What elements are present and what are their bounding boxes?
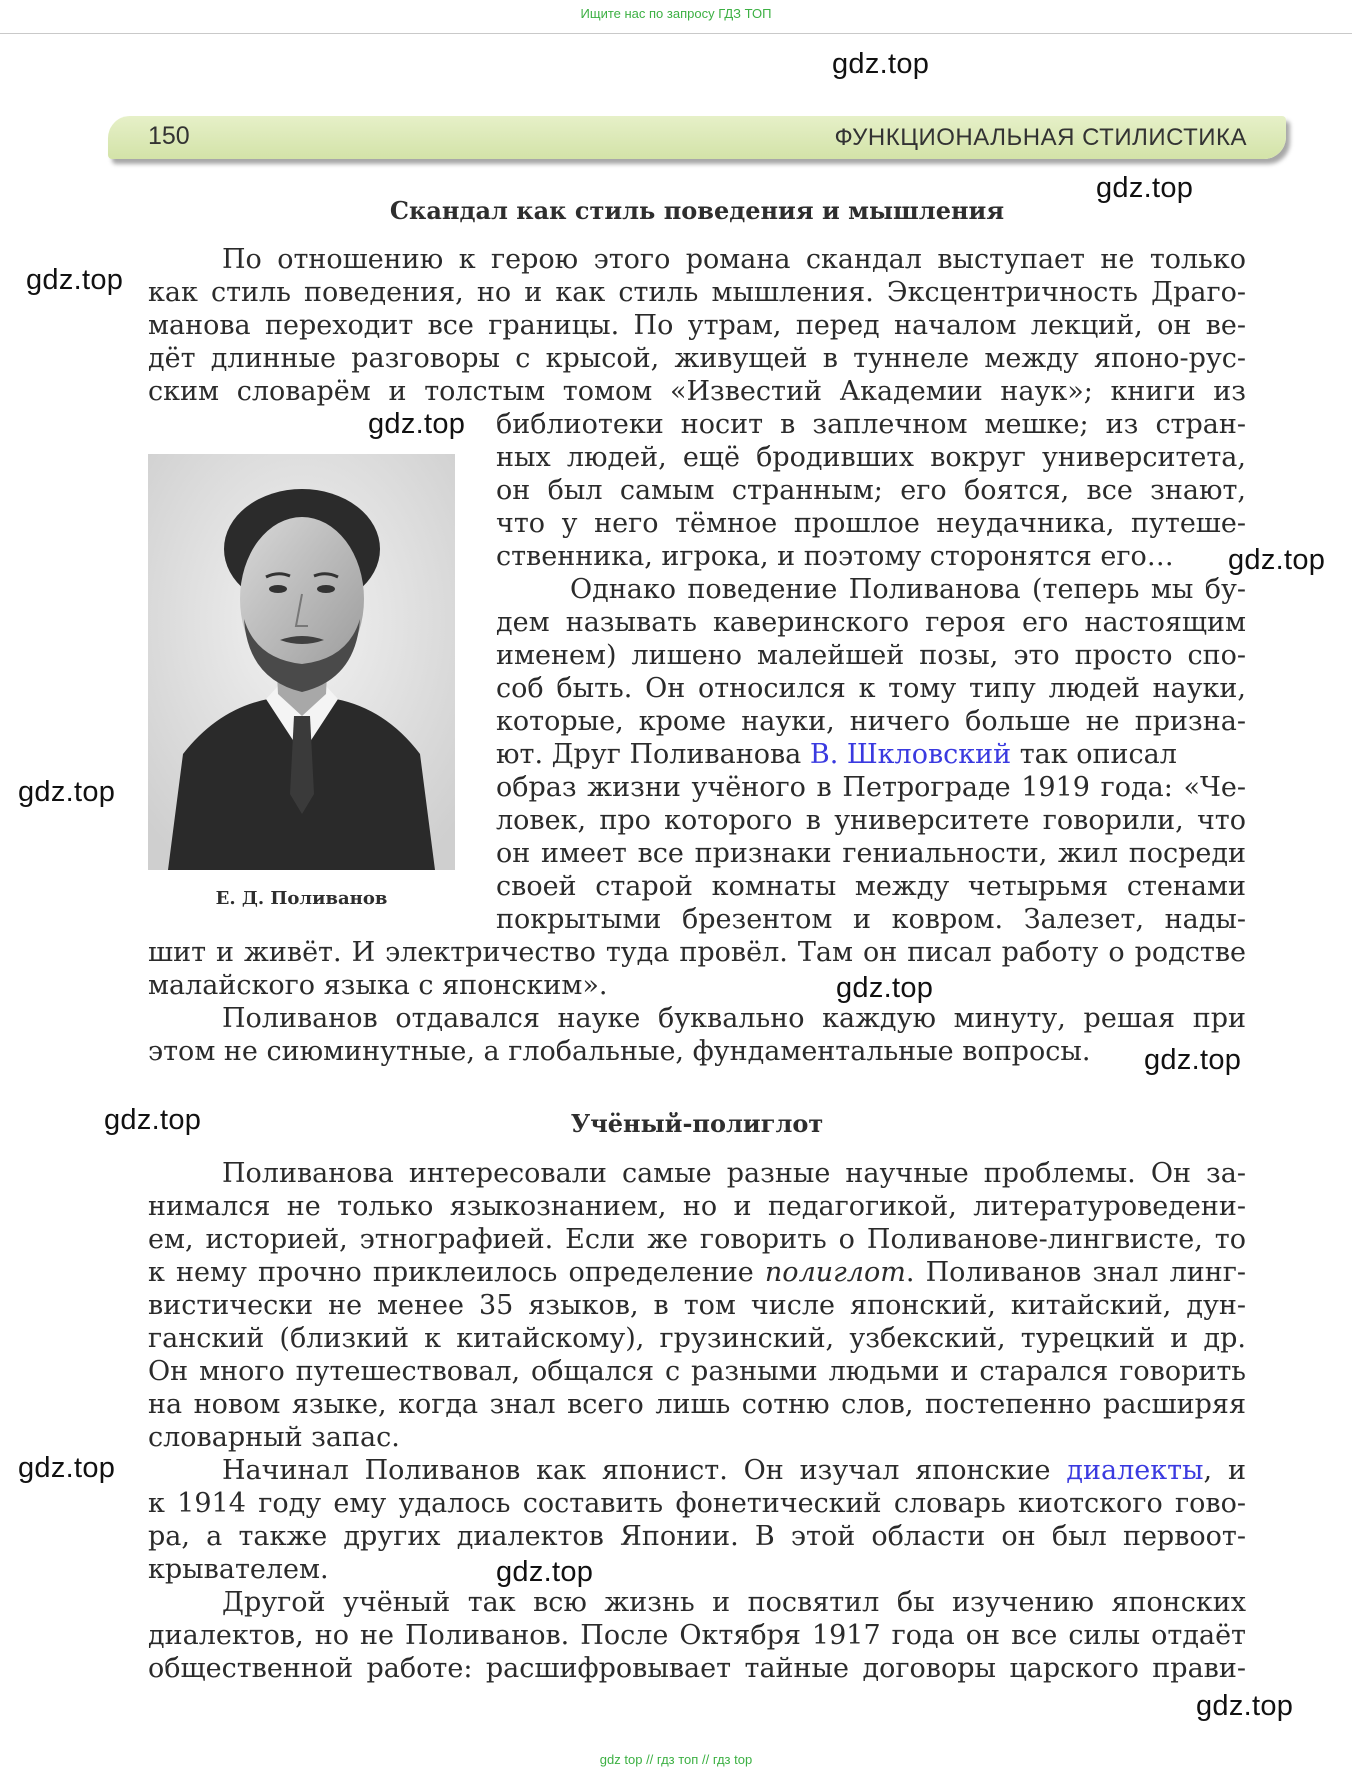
- text-line: образ жизни учёного в Петрограде 1919 года: «Че-: [496, 772, 1246, 803]
- text-line: шит и живёт. И электричество туда провёл. Там он писал работу о родстве: [148, 937, 1246, 968]
- text-line: ра, а также других диалектов Японии. В этой области он был первоот-: [148, 1521, 1246, 1552]
- text-line: ственника, игрока, и поэтому сторонятся его…: [496, 541, 1174, 572]
- text-line: вистически не менее 35 языков, в том числе японский, китайский, дун-: [148, 1290, 1246, 1321]
- text-line: этом не сиюминутные, а глобальные, фундаментальные вопросы.: [148, 1036, 1091, 1067]
- text-line: нимался не только языкознанием, но и педагогикой, литературоведени-: [148, 1191, 1246, 1222]
- text-line: он был самым странным; его боятся, все знают,: [496, 475, 1246, 506]
- text-line: что у него тёмное прошлое неудачника, путеше-: [496, 508, 1246, 539]
- watermark: gdz.top: [836, 972, 934, 1004]
- text-line: которые, кроме науки, ничего больше не призна-: [496, 706, 1246, 737]
- portrait-photo: [148, 454, 455, 870]
- text-line: ганский (близкий к китайскому), грузинский, узбекский, турецкий и др.: [148, 1323, 1246, 1354]
- footer-link[interactable]: гдз топ: [656, 1752, 699, 1767]
- text-fragment: , и: [1203, 1455, 1246, 1486]
- footer-separator: //: [646, 1752, 654, 1767]
- text-line: Поливанова интересовали самые разные научные проблемы. Он за-: [222, 1158, 1246, 1189]
- watermark: gdz.top: [18, 776, 116, 808]
- text-line: Он много путешествовал, общался с разными людьми и старался говорить: [148, 1356, 1246, 1387]
- photo-caption: Е. Д. Поливанов: [215, 888, 388, 909]
- text-line: именем) лишено малейшей позы, это просто спо-: [496, 640, 1246, 671]
- watermark: gdz.top: [1196, 1690, 1294, 1722]
- top-divider: [0, 33, 1352, 34]
- watermark: gdz.top: [368, 408, 466, 440]
- text-line: ных людей, ещё бродивших вокруг университета,: [496, 442, 1246, 473]
- text-line: словарный запас.: [148, 1422, 400, 1453]
- text-line: как стиль поведения, но и как стиль мышления. Эксцентричность Драго-: [148, 277, 1246, 308]
- text-line: ским словарём и толстым томом «Известий Академии наук»; книги из: [148, 376, 1246, 407]
- text-line: манова переходит все границы. По утрам, перед началом лекций, он ве-: [148, 310, 1246, 341]
- footer-separator: //: [701, 1752, 710, 1767]
- text-line: соб быть. Он относился к тому типу людей науки,: [496, 673, 1246, 704]
- text-line: покрытыми брезентом и ковром. Залезет, нады-: [496, 904, 1246, 935]
- text-line: По отношению к герою этого романа скандал выступает не только: [222, 244, 1246, 275]
- text-fragment: так описал: [1019, 739, 1177, 770]
- article-heading-scandal: Скандал как стиль поведения и мышления: [389, 196, 1005, 225]
- watermark: gdz.top: [1228, 544, 1326, 576]
- footer-link[interactable]: gdz top: [599, 1752, 643, 1767]
- watermark: gdz.top: [18, 1452, 116, 1484]
- text-line: на новом языке, когда знал всего лишь сотню слов, постепенно расширяя: [148, 1389, 1246, 1420]
- text-fragment: ют. Друг Поливанова: [496, 739, 802, 770]
- text-line: дем называть каверинского героя его настоящим: [496, 607, 1246, 638]
- page-number: 150: [148, 122, 190, 150]
- text-fragment: к нему прочно приклеилось определение: [148, 1257, 754, 1288]
- section-title: ФУНКЦИОНАЛЬНАЯ СТИЛИСТИКА: [834, 124, 1247, 151]
- text-line: ем, историей, этнографией. Если же говорить о Поливанове-лингвисте, то: [148, 1224, 1246, 1255]
- text-line: Другой учёный так всю жизнь и посвятил бы изучению японских: [222, 1587, 1246, 1618]
- text-line: дёт длинные разговоры с крысой, живущей в туннеле между японо-рус-: [148, 343, 1246, 374]
- text-line: [496, 738, 1246, 771]
- shklovsky-link[interactable]: В. Шкловский: [809, 739, 1012, 770]
- text-line: библиотеки носит в заплечном мешке; из стран-: [496, 409, 1246, 440]
- text-fragment: . Поливанов знал линг-: [905, 1257, 1246, 1288]
- text-line: Поливанов отдавался науке буквально каждую минуту, решая при: [222, 1003, 1246, 1034]
- watermark: gdz.top: [1096, 172, 1194, 204]
- portrait-illustration: [148, 454, 455, 870]
- article-heading-polyglot: Учёный-полиглот: [570, 1109, 824, 1138]
- text-line: диалектов, но не Поливанов. После Октября 1917 года он все силы отдаёт: [148, 1620, 1246, 1651]
- watermark: gdz.top: [1144, 1044, 1242, 1076]
- text-line: общественной работе: расшифровывает тайные договоры царского прави-: [148, 1653, 1246, 1684]
- watermark: gdz.top: [104, 1104, 202, 1136]
- text-line: крывателем.: [148, 1554, 329, 1585]
- dialects-link[interactable]: диалекты: [1066, 1455, 1204, 1486]
- text-line: своей старой комнаты между четырьмя стенами: [496, 871, 1246, 902]
- text-line: [222, 1454, 1246, 1487]
- text-line: Однако поведение Поливанова (теперь мы бу-: [570, 574, 1246, 605]
- term-polyglot: полиглот: [764, 1257, 906, 1288]
- footer-links: [0, 1752, 1352, 1767]
- watermark: gdz.top: [832, 48, 930, 80]
- watermark: gdz.top: [26, 264, 124, 296]
- footer-link[interactable]: гдз top: [712, 1752, 753, 1767]
- text-fragment: Начинал Поливанов как японист. Он изучал японские: [222, 1455, 1051, 1486]
- text-line: к 1914 году ему удалось составить фонетический словарь киотского гово-: [148, 1488, 1246, 1519]
- text-line: малайского языка с японским».: [148, 970, 608, 1001]
- text-line: он имеет все признаки гениальности, жил посреди: [496, 838, 1246, 869]
- text-line: ловек, про которого в университете говорили, что: [496, 805, 1246, 836]
- text-line: [148, 1256, 1246, 1289]
- watermark: gdz.top: [496, 1556, 594, 1588]
- top-search-hint[interactable]: Ищите нас по запросу ГДЗ ТОП: [580, 6, 772, 21]
